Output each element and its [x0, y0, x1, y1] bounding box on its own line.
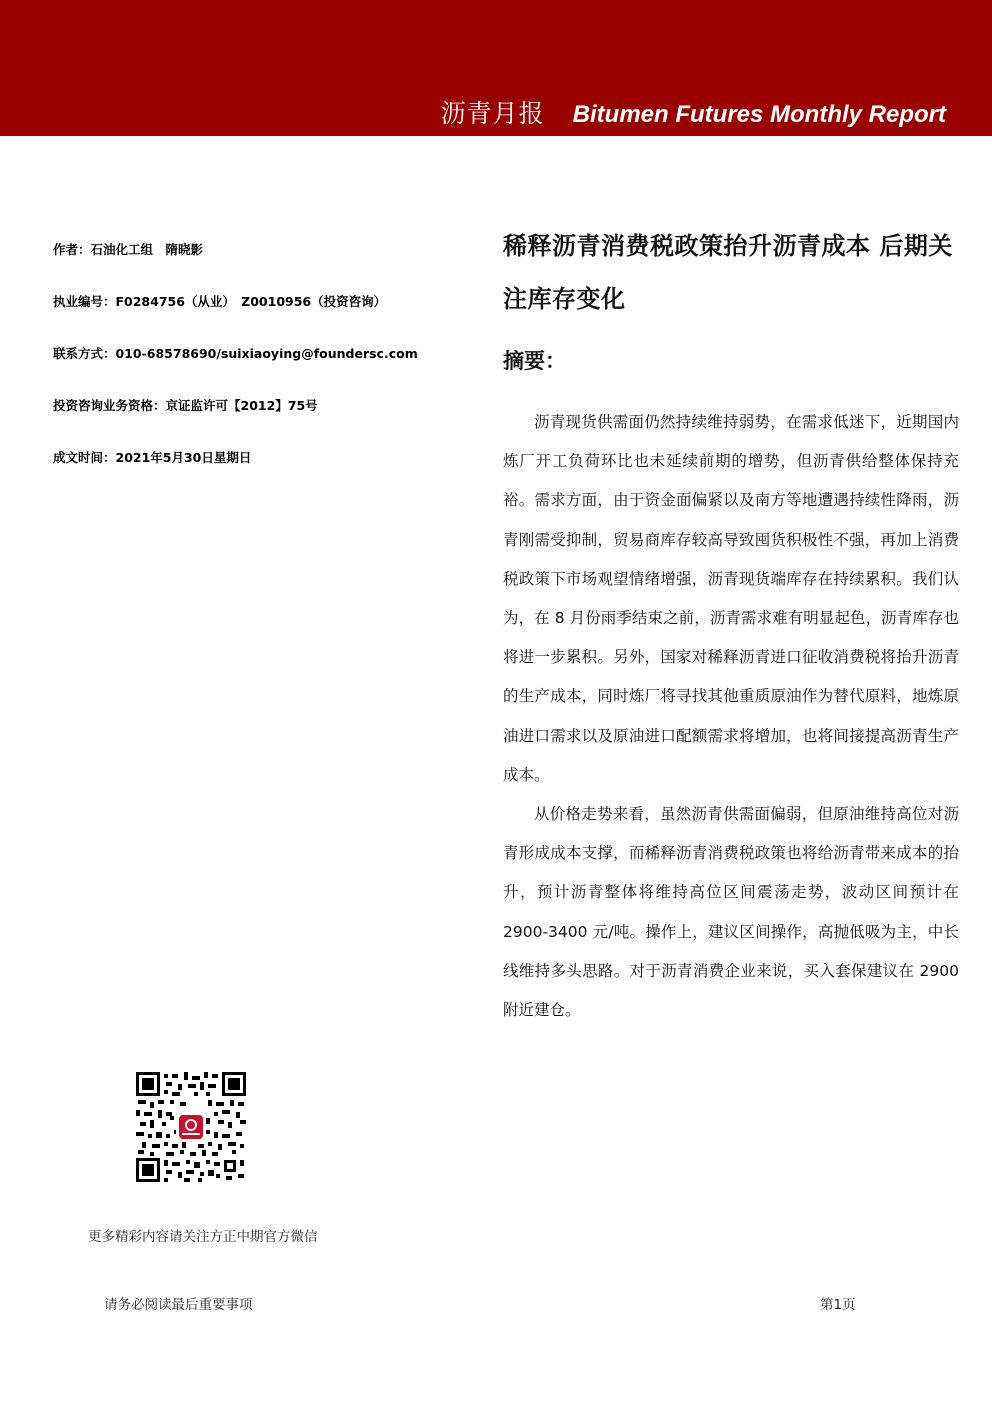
summary-heading: 摘要： [503, 349, 566, 373]
header-title [441, 94, 946, 130]
summary-paragraph-2: 从价格走势来看，虽然沥青供需面偏弱，但原油维持高位对沥青形成成本支撑，而稀释沥青消费税政策也将给沥青带来成本的抬升，预计沥青整体将维持高位区间震荡走势，波动区间预计在 2900-3400 元/吨。操作上，建议区间操作，高抛低吸为主，中长线维持多头思路。对于沥青消费企业来说，买入套保建议在 2900 附近建仓。 [503, 805, 959, 1020]
date-line: 成文时间：2021年5月30日星期日 [53, 450, 252, 465]
qr-caption: 更多精彩内容请关注方正中期官方微信 [88, 1229, 318, 1245]
qualification-line: 投资咨询业务资格：京证监许可【2012】75号 [53, 398, 318, 413]
page-number: 第1页 [820, 1297, 856, 1313]
contact-line: 联系方式：010-68578690/suixiaoying@foundersc.com [53, 346, 418, 361]
header-title-cn: 沥青月报 [440, 99, 545, 128]
footer-notice: 请务必阅读最后重要事项 [104, 1297, 253, 1313]
license-line: 执业编号：F0284756（从业） Z0010956（投资咨询） [53, 294, 387, 309]
wechat-qr-code [136, 1072, 246, 1182]
header-band [0, 0, 992, 136]
summary-body [503, 403, 959, 1030]
report-title: 稀释沥青消费税政策抬升沥青成本 后期关注库存变化 [503, 232, 953, 313]
author-info [53, 240, 473, 500]
summary-paragraph-1: 沥青现货供需面仍然持续维持弱势，在需求低迷下，近期国内炼厂开工负荷环比也未延续前期的增势，但沥青供给整体保持充裕。需求方面，由于资金面偏紧以及南方等地遭遇持续性降雨，沥青刚需受抑制，贸易商库存较高导致囤货积极性不强，再加上消费税政策下市场观望情绪增强，沥青现货端库存在持续累积。我们认为，在 8 月份雨季结束之前，沥青需求难有明显起色，沥青库存也将进一步累积。另外，国家对稀释沥青进口征收消费税将抬升沥青的生产成本，同时炼厂将寻找其他重质原油作为替代原料，地炼原油进口需求以及原油进口配额需求将增加，也将间接提高沥青生产成本。 [503, 413, 959, 784]
author-line: 作者：石油化工组 隋晓影 [53, 242, 204, 257]
header-title-en: Bitumen Futures Monthly Report [572, 101, 946, 128]
